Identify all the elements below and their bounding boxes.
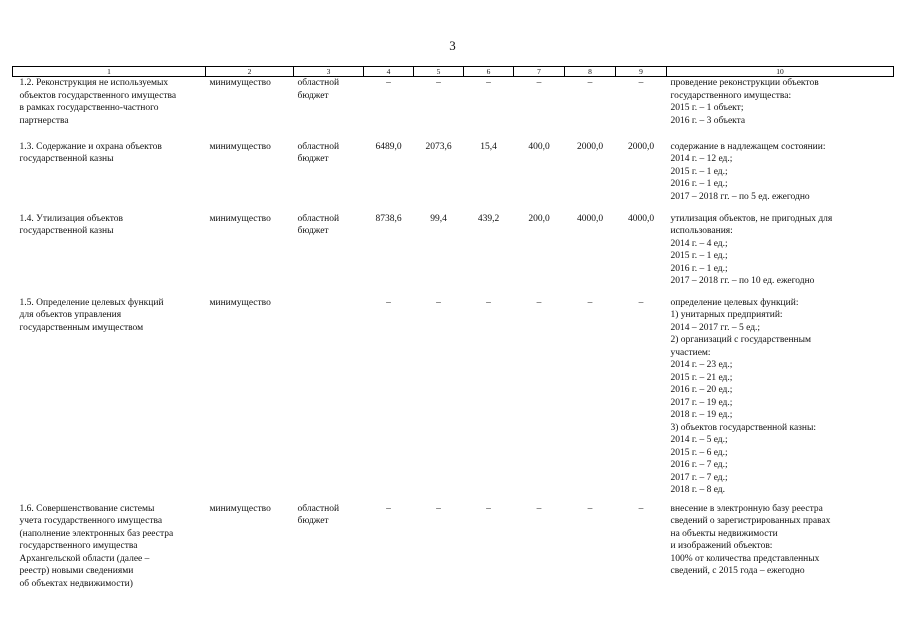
- column-header: 9: [616, 67, 667, 77]
- program-table-container: [12, 66, 893, 591]
- activity-name: 1.4. Утилизация объектов государственной казны: [19, 213, 124, 236]
- funding-source: областной бюджет: [297, 78, 340, 101]
- amount-2014: 99,4: [430, 213, 447, 224]
- amount-2015: –: [486, 503, 491, 514]
- activity-name: 1.3. Содержание и охрана объектов государственной казны: [19, 141, 162, 164]
- column-header: 8: [565, 67, 616, 77]
- amount-total: –: [386, 503, 391, 514]
- amount-2016: 400,0: [528, 141, 550, 152]
- expected-results: содержание в надлежащем состоянии: 2014 г. – 12 ед.; 2015 г. – 1 ед.; 2016 г. – 1 ед.; 2017 – 2018 гг. – по 5 ед. ежегодно: [670, 141, 826, 202]
- amount-2018: 2000,0: [627, 141, 655, 152]
- column-header: 1: [13, 67, 206, 77]
- amount-2018: –: [638, 78, 644, 88]
- table-row: [13, 213, 894, 297]
- amount-2014: 2073,6: [425, 141, 452, 152]
- responsible-executor: минимущество: [209, 213, 271, 224]
- activity-name: 1.2. Реконструкция не используемых объектов государственного имущества в рамках государственно-частного партнерства: [19, 78, 177, 126]
- funding-source: областной бюджет: [297, 213, 340, 236]
- amount-total: –: [386, 78, 391, 88]
- amount-2016: –: [536, 297, 542, 308]
- responsible-executor: минимущество: [209, 297, 271, 308]
- amount-2014: –: [436, 503, 441, 514]
- amount-2017: –: [587, 297, 593, 308]
- column-header: 6: [464, 67, 514, 77]
- responsible-executor: минимущество: [209, 78, 271, 88]
- amount-2016: 200,0: [528, 213, 550, 224]
- amount-2015: 15,4: [480, 141, 497, 152]
- funding-source: [294, 297, 364, 503]
- expected-results: внесение в электронную базу реестра сведений о зарегистрированных правах на объекты недвижимости и изображений объектов: 100% от количества представленных сведений, с 2015 года – ежегодно: [670, 503, 831, 576]
- amount-2015: –: [486, 297, 491, 308]
- activity-name: 1.5. Определение целевых функций для объектов управления государственным имуществом: [19, 297, 164, 333]
- page-number: 3: [449, 38, 456, 53]
- responsible-executor: минимущество: [209, 141, 271, 152]
- table-row: [13, 503, 894, 591]
- column-number-row: [13, 67, 894, 77]
- amount-2018: –: [638, 503, 644, 514]
- amount-total: 8738,6: [375, 213, 402, 224]
- column-header: 5: [414, 67, 464, 77]
- column-header: 2: [206, 67, 294, 77]
- expected-results: проведение реконструкции объектов государственного имущества: 2015 г. – 1 объект; 2016 г. – 3 объекта: [670, 78, 819, 126]
- amount-2017: –: [587, 78, 593, 88]
- funding-source: областной бюджет: [297, 503, 340, 526]
- table-row: [13, 77, 894, 141]
- amount-2015: 439,2: [477, 213, 500, 224]
- amount-2014: –: [436, 78, 441, 88]
- amount-2018: 4000,0: [627, 213, 655, 224]
- amount-2017: –: [587, 503, 593, 514]
- column-header: 3: [294, 67, 364, 77]
- expected-results: утилизация объектов, не пригодных для использования: 2014 г. – 4 ед.; 2015 г. – 1 ед.; 2016 г. – 1 ед.; 2017 – 2018 гг. – по 10 ед. ежегодно: [670, 213, 833, 286]
- amount-2015: –: [486, 78, 491, 88]
- amount-2014: –: [436, 297, 441, 308]
- amount-total: 6489,0: [375, 141, 402, 152]
- amount-total: –: [386, 297, 391, 308]
- program-table: [12, 66, 894, 591]
- column-header: 10: [667, 67, 894, 77]
- expected-results: определение целевых функций: 1) унитарных предприятий: 2014 – 2017 гг. – 5 ед.; 2) организаций с государственным участием: 2014 г. – 23 ед.; 2015 г. – 21 ед.; 2016 г. – 20 ед.; 2017 г. – 19 ед.; 2018 г. – 19 ед.; 3) объектов государственной казны: 2014 г. – 5 ед.; 2015 г. – 6 ед.; 2016 г. – 7 ед.; 2017 г. – 7 ед.; 2018 г. – 8 ед.: [670, 297, 817, 495]
- table-row: [13, 297, 894, 503]
- responsible-executor: минимущество: [209, 503, 271, 514]
- amount-2018: –: [638, 297, 644, 308]
- column-header: 7: [514, 67, 565, 77]
- activity-name: 1.6. Совершенствование системы учета государственного имущества (наполнение электронных баз реестра государственного имущества Архангельской области (далее – реестр) новыми сведениями об объектах недвижимости): [19, 503, 174, 589]
- amount-2016: –: [536, 78, 542, 88]
- column-header: 4: [364, 67, 414, 77]
- amount-2016: –: [536, 503, 542, 514]
- amount-2017: 4000,0: [576, 213, 604, 224]
- funding-source: областной бюджет: [297, 141, 340, 164]
- amount-2017: 2000,0: [576, 141, 604, 152]
- table-row: [13, 141, 894, 213]
